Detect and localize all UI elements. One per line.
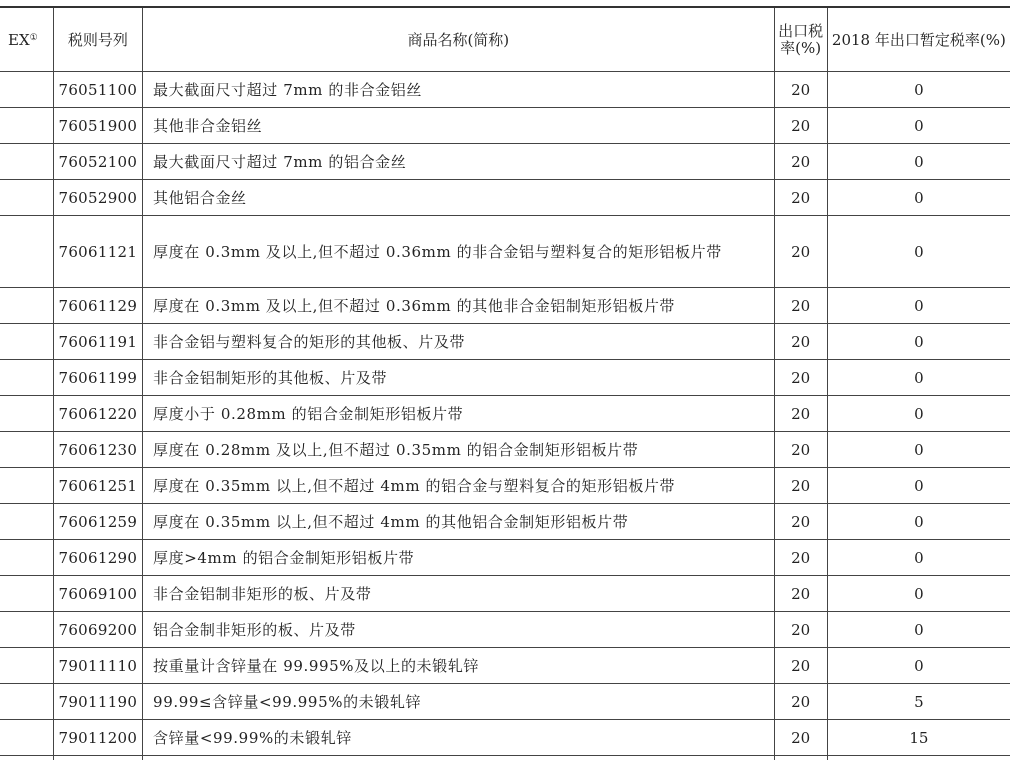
- table-row: [0, 144, 1010, 180]
- header-ex-label: EX: [8, 30, 30, 49]
- table-row: [0, 720, 1010, 756]
- name-cell: 非合金铝制矩形的其他板、片及带: [143, 360, 775, 396]
- code-cell: 79011110: [53, 648, 142, 684]
- name-cell: 99.99≤含锌量<99.995%的未锻轧锌: [143, 684, 775, 720]
- ex-cell: [0, 432, 53, 468]
- name-cell: 厚度>4mm 的铝合金制矩形铝板片带: [143, 540, 775, 576]
- rate-cell: [774, 756, 827, 761]
- table-row: [0, 396, 1010, 432]
- temp-rate-cell: 0: [827, 180, 1010, 216]
- rate-cell: 20: [774, 324, 827, 360]
- code-cell: 76061230: [53, 432, 142, 468]
- rate-cell: 20: [774, 72, 827, 108]
- rate-cell: 20: [774, 108, 827, 144]
- code-cell: 79011200: [53, 720, 142, 756]
- rate-cell: 20: [774, 144, 827, 180]
- table-row: [0, 576, 1010, 612]
- table-row: [0, 504, 1010, 540]
- temp-rate-cell: 0: [827, 144, 1010, 180]
- table-header-row: [0, 7, 1010, 72]
- temp-rate-cell: [827, 756, 1010, 761]
- temp-rate-cell: 0: [827, 360, 1010, 396]
- code-cell: 76052100: [53, 144, 142, 180]
- name-cell: 铝合金制非矩形的板、片及带: [143, 612, 775, 648]
- temp-rate-cell: 15: [827, 720, 1010, 756]
- code-cell: 76061121: [53, 216, 142, 288]
- temp-rate-cell: 0: [827, 432, 1010, 468]
- header-temp-rate: 2018 年出口暂定税率(%): [827, 7, 1010, 72]
- temp-rate-cell: 0: [827, 72, 1010, 108]
- code-cell: 76069100: [53, 576, 142, 612]
- table-row: [0, 324, 1010, 360]
- ex-cell: [0, 468, 53, 504]
- header-ex-footnote: ①: [29, 32, 38, 43]
- ex-cell: [0, 72, 53, 108]
- temp-rate-cell: 0: [827, 612, 1010, 648]
- name-cell: 厚度在 0.3mm 及以上,但不超过 0.36mm 的其他非合金铝制矩形铝板片带: [143, 288, 775, 324]
- temp-rate-cell: 0: [827, 576, 1010, 612]
- name-cell: 厚度在 0.35mm 以上,但不超过 4mm 的其他铝合金制矩形铝板片带: [143, 504, 775, 540]
- ex-cell: [0, 108, 53, 144]
- code-cell: 76069200: [53, 612, 142, 648]
- header-rate: 出口税率(%): [774, 7, 827, 72]
- temp-rate-cell: 0: [827, 216, 1010, 288]
- rate-cell: 20: [774, 648, 827, 684]
- ex-cell: [0, 756, 53, 761]
- ex-cell: [0, 360, 53, 396]
- name-cell: 其他铝合金丝: [143, 180, 775, 216]
- ex-cell: [0, 648, 53, 684]
- ex-cell: [0, 180, 53, 216]
- ex-cell: [0, 216, 53, 288]
- table-row: [0, 216, 1010, 288]
- ex-cell: [0, 324, 53, 360]
- code-cell: 76051900: [53, 108, 142, 144]
- temp-rate-cell: 0: [827, 468, 1010, 504]
- code-cell: 76052900: [53, 180, 142, 216]
- ex-cell: [0, 612, 53, 648]
- rate-cell: 20: [774, 180, 827, 216]
- rate-cell: 20: [774, 540, 827, 576]
- name-cell: 非合金铝制非矩形的板、片及带: [143, 576, 775, 612]
- name-cell: 非合金铝与塑料复合的矩形的其他板、片及带: [143, 324, 775, 360]
- rate-cell: 20: [774, 720, 827, 756]
- code-cell: 76061191: [53, 324, 142, 360]
- table-row: [0, 684, 1010, 720]
- ex-cell: [0, 684, 53, 720]
- tariff-table-container: [0, 6, 1010, 760]
- rate-cell: 20: [774, 504, 827, 540]
- table-row: [0, 180, 1010, 216]
- code-cell: [53, 756, 142, 761]
- table-row: [0, 612, 1010, 648]
- name-cell: 其他非合金铝丝: [143, 108, 775, 144]
- name-cell: 最大截面尺寸超过 7mm 的非合金铝丝: [143, 72, 775, 108]
- table-row: [0, 468, 1010, 504]
- rate-cell: 20: [774, 612, 827, 648]
- table-row: [0, 108, 1010, 144]
- ex-cell: [0, 540, 53, 576]
- rate-cell: 20: [774, 216, 827, 288]
- ex-cell: [0, 576, 53, 612]
- code-cell: 76061199: [53, 360, 142, 396]
- temp-rate-cell: 0: [827, 324, 1010, 360]
- name-cell: [143, 756, 775, 761]
- code-cell: 76061259: [53, 504, 142, 540]
- ex-cell: [0, 288, 53, 324]
- name-cell: 按重量计含锌量在 99.995%及以上的未锻轧锌: [143, 648, 775, 684]
- code-cell: 76051100: [53, 72, 142, 108]
- code-cell: 76061220: [53, 396, 142, 432]
- code-cell: 76061251: [53, 468, 142, 504]
- ex-cell: [0, 720, 53, 756]
- table-row: [0, 648, 1010, 684]
- name-cell: 厚度在 0.35mm 以上,但不超过 4mm 的铝合金与塑料复合的矩形铝板片带: [143, 468, 775, 504]
- name-cell: 含锌量<99.99%的未锻轧锌: [143, 720, 775, 756]
- code-cell: 76061290: [53, 540, 142, 576]
- table-row: [0, 432, 1010, 468]
- name-cell: 厚度小于 0.28mm 的铝合金制矩形铝板片带: [143, 396, 775, 432]
- table-row-continuation: [0, 756, 1010, 761]
- header-code: 税则号列: [53, 7, 142, 72]
- table-body: [0, 72, 1010, 761]
- table-row: [0, 288, 1010, 324]
- temp-rate-cell: 0: [827, 540, 1010, 576]
- header-ex: [0, 7, 53, 72]
- ex-cell: [0, 396, 53, 432]
- name-cell: 最大截面尺寸超过 7mm 的铝合金丝: [143, 144, 775, 180]
- code-cell: 79011190: [53, 684, 142, 720]
- rate-cell: 20: [774, 468, 827, 504]
- table-row: [0, 72, 1010, 108]
- temp-rate-cell: 0: [827, 288, 1010, 324]
- header-name: 商品名称(简称): [143, 7, 775, 72]
- rate-cell: 20: [774, 576, 827, 612]
- tariff-table: [0, 6, 1010, 760]
- table-row: [0, 540, 1010, 576]
- rate-cell: 20: [774, 432, 827, 468]
- rate-cell: 20: [774, 684, 827, 720]
- rate-cell: 20: [774, 396, 827, 432]
- ex-cell: [0, 504, 53, 540]
- temp-rate-cell: 0: [827, 396, 1010, 432]
- temp-rate-cell: 0: [827, 108, 1010, 144]
- temp-rate-cell: 0: [827, 648, 1010, 684]
- name-cell: 厚度在 0.3mm 及以上,但不超过 0.36mm 的非合金铝与塑料复合的矩形铝板片带: [143, 216, 775, 288]
- code-cell: 76061129: [53, 288, 142, 324]
- name-cell: 厚度在 0.28mm 及以上,但不超过 0.35mm 的铝合金制矩形铝板片带: [143, 432, 775, 468]
- ex-cell: [0, 144, 53, 180]
- temp-rate-cell: 0: [827, 504, 1010, 540]
- temp-rate-cell: 5: [827, 684, 1010, 720]
- table-row: [0, 360, 1010, 396]
- rate-cell: 20: [774, 288, 827, 324]
- rate-cell: 20: [774, 360, 827, 396]
